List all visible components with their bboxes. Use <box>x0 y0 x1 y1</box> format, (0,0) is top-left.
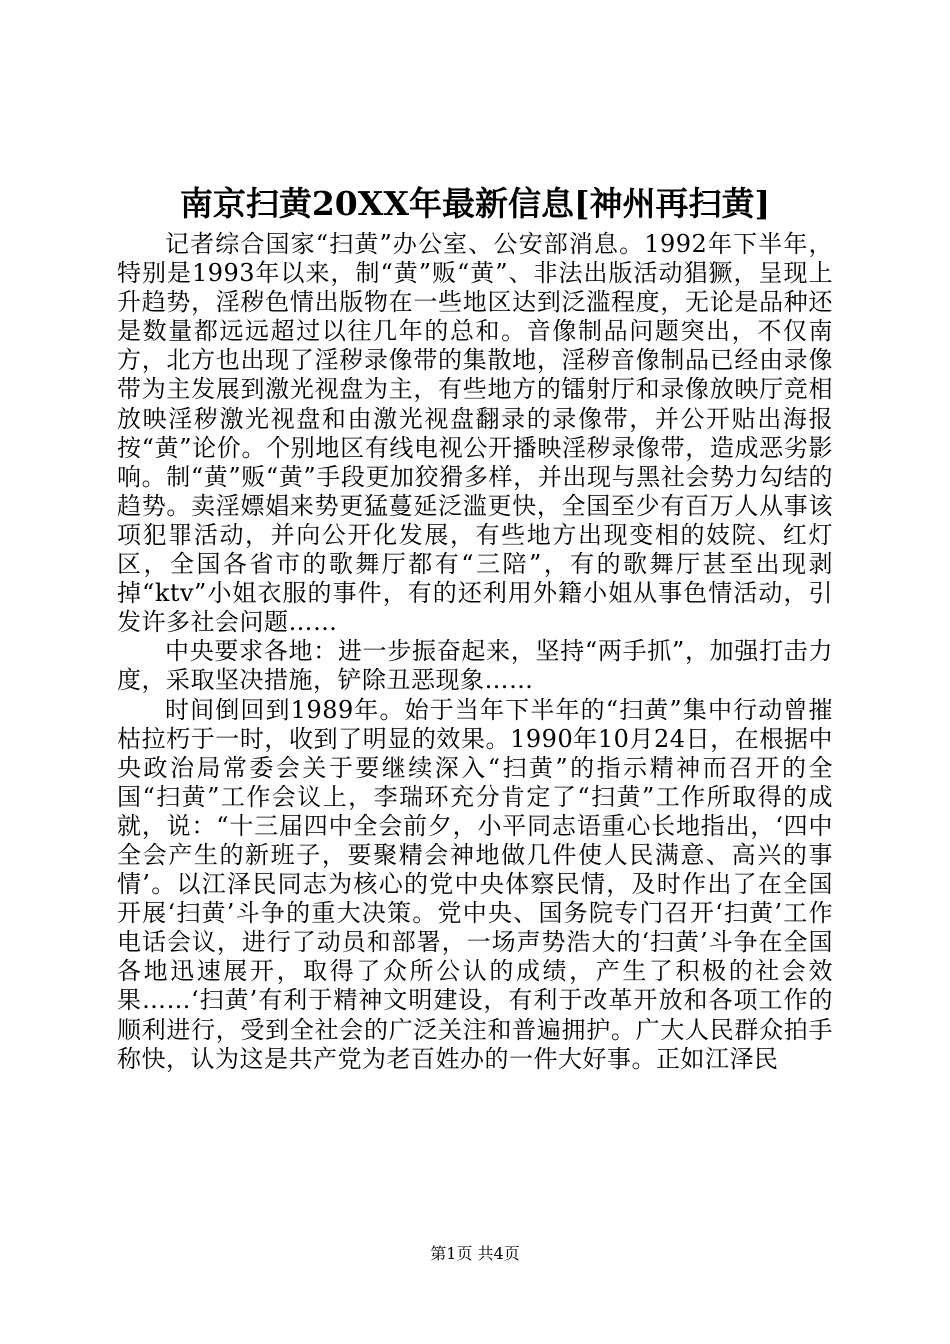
page-footer: 第1页 共4页 <box>430 1244 520 1263</box>
paragraph: 记者综合国家“扫黄”办公室、公安部消息。1992年下半年，特别是1993年以来，制“黄”贩“黄”、非法出版活动猖獗，呈现上升趋势，淫秽色情出版物在一些地区达到泛滥程度，无论是品种还是数量都远远超过以往几年的总和。音像制品问题突出，不仅南方，北方也出现了淫秽录像带的集散地，淫秽音像制品已经由录像带为主发展到激光视盘为主，有些地方的镭射厅和录像放映厅竞相放映淫秽激光视盘和由激光视盘翻录的录像带，并公开贴出海报按“黄”论价。个别地区有线电视公开播映淫秽录像带，造成恶劣影响。制“黄”贩“黄”手段更加狡猾多样，并出现与黑社会势力勾结的趋势。卖淫嫖娼来势更猛蔓延泛滥更快，全国至少有百万人从事该项犯罪活动，并向公开化发展，有些地方出现变相的妓院、红灯区，全国各省市的歌舞厅都有“三陪”，有的歌舞厅甚至出现剥掉“ktv”小姐衣服的事件，有的还利用外籍小姐从事色情活动，引发许多社会问题…… <box>117 230 833 637</box>
paragraph: 中央要求各地：进一步振奋起来，坚持“两手抓”，加强打击力度，采取坚决措施，铲除丑恶现象…… <box>117 637 833 695</box>
document-body <box>117 230 833 1074</box>
paragraph: 时间倒回到1989年。始于当年下半年的“扫黄”集中行动曾摧枯拉朽于一时，收到了明显的效果。1990年10月24日，在根据中央政治局常委会关于要继续深入“扫黄”的指示精神而召开的全国“扫黄”工作会议上，李瑞环充分肯定了“扫黄”工作所取得的成就，说：“十三届四中全会前夕，小平同志语重心长地指出，‘四中全会产生的新班子，要聚精会神地做几件使人民满意、高兴的事情’。以江泽民同志为核心的党中央体察民情，及时作出了在全国开展‘扫黄’斗争的重大决策。党中央、国务院专门召开‘扫黄’工作电话会议，进行了动员和部署，一场声势浩大的‘扫黄’斗争在全国各地迅速展开，取得了众所公认的成绩，产生了积极的社会效果……‘扫黄’有利于精神文明建设，有利于改革开放和各项工作的顺利进行，受到全社会的广泛关注和普遍拥护。广大人民群众拍手称快，认为这是共产党为老百姓办的一件大好事。正如江泽民 <box>117 695 833 1073</box>
page-title: 南京扫黄20XX年最新信息[神州再扫黄] <box>179 184 771 223</box>
